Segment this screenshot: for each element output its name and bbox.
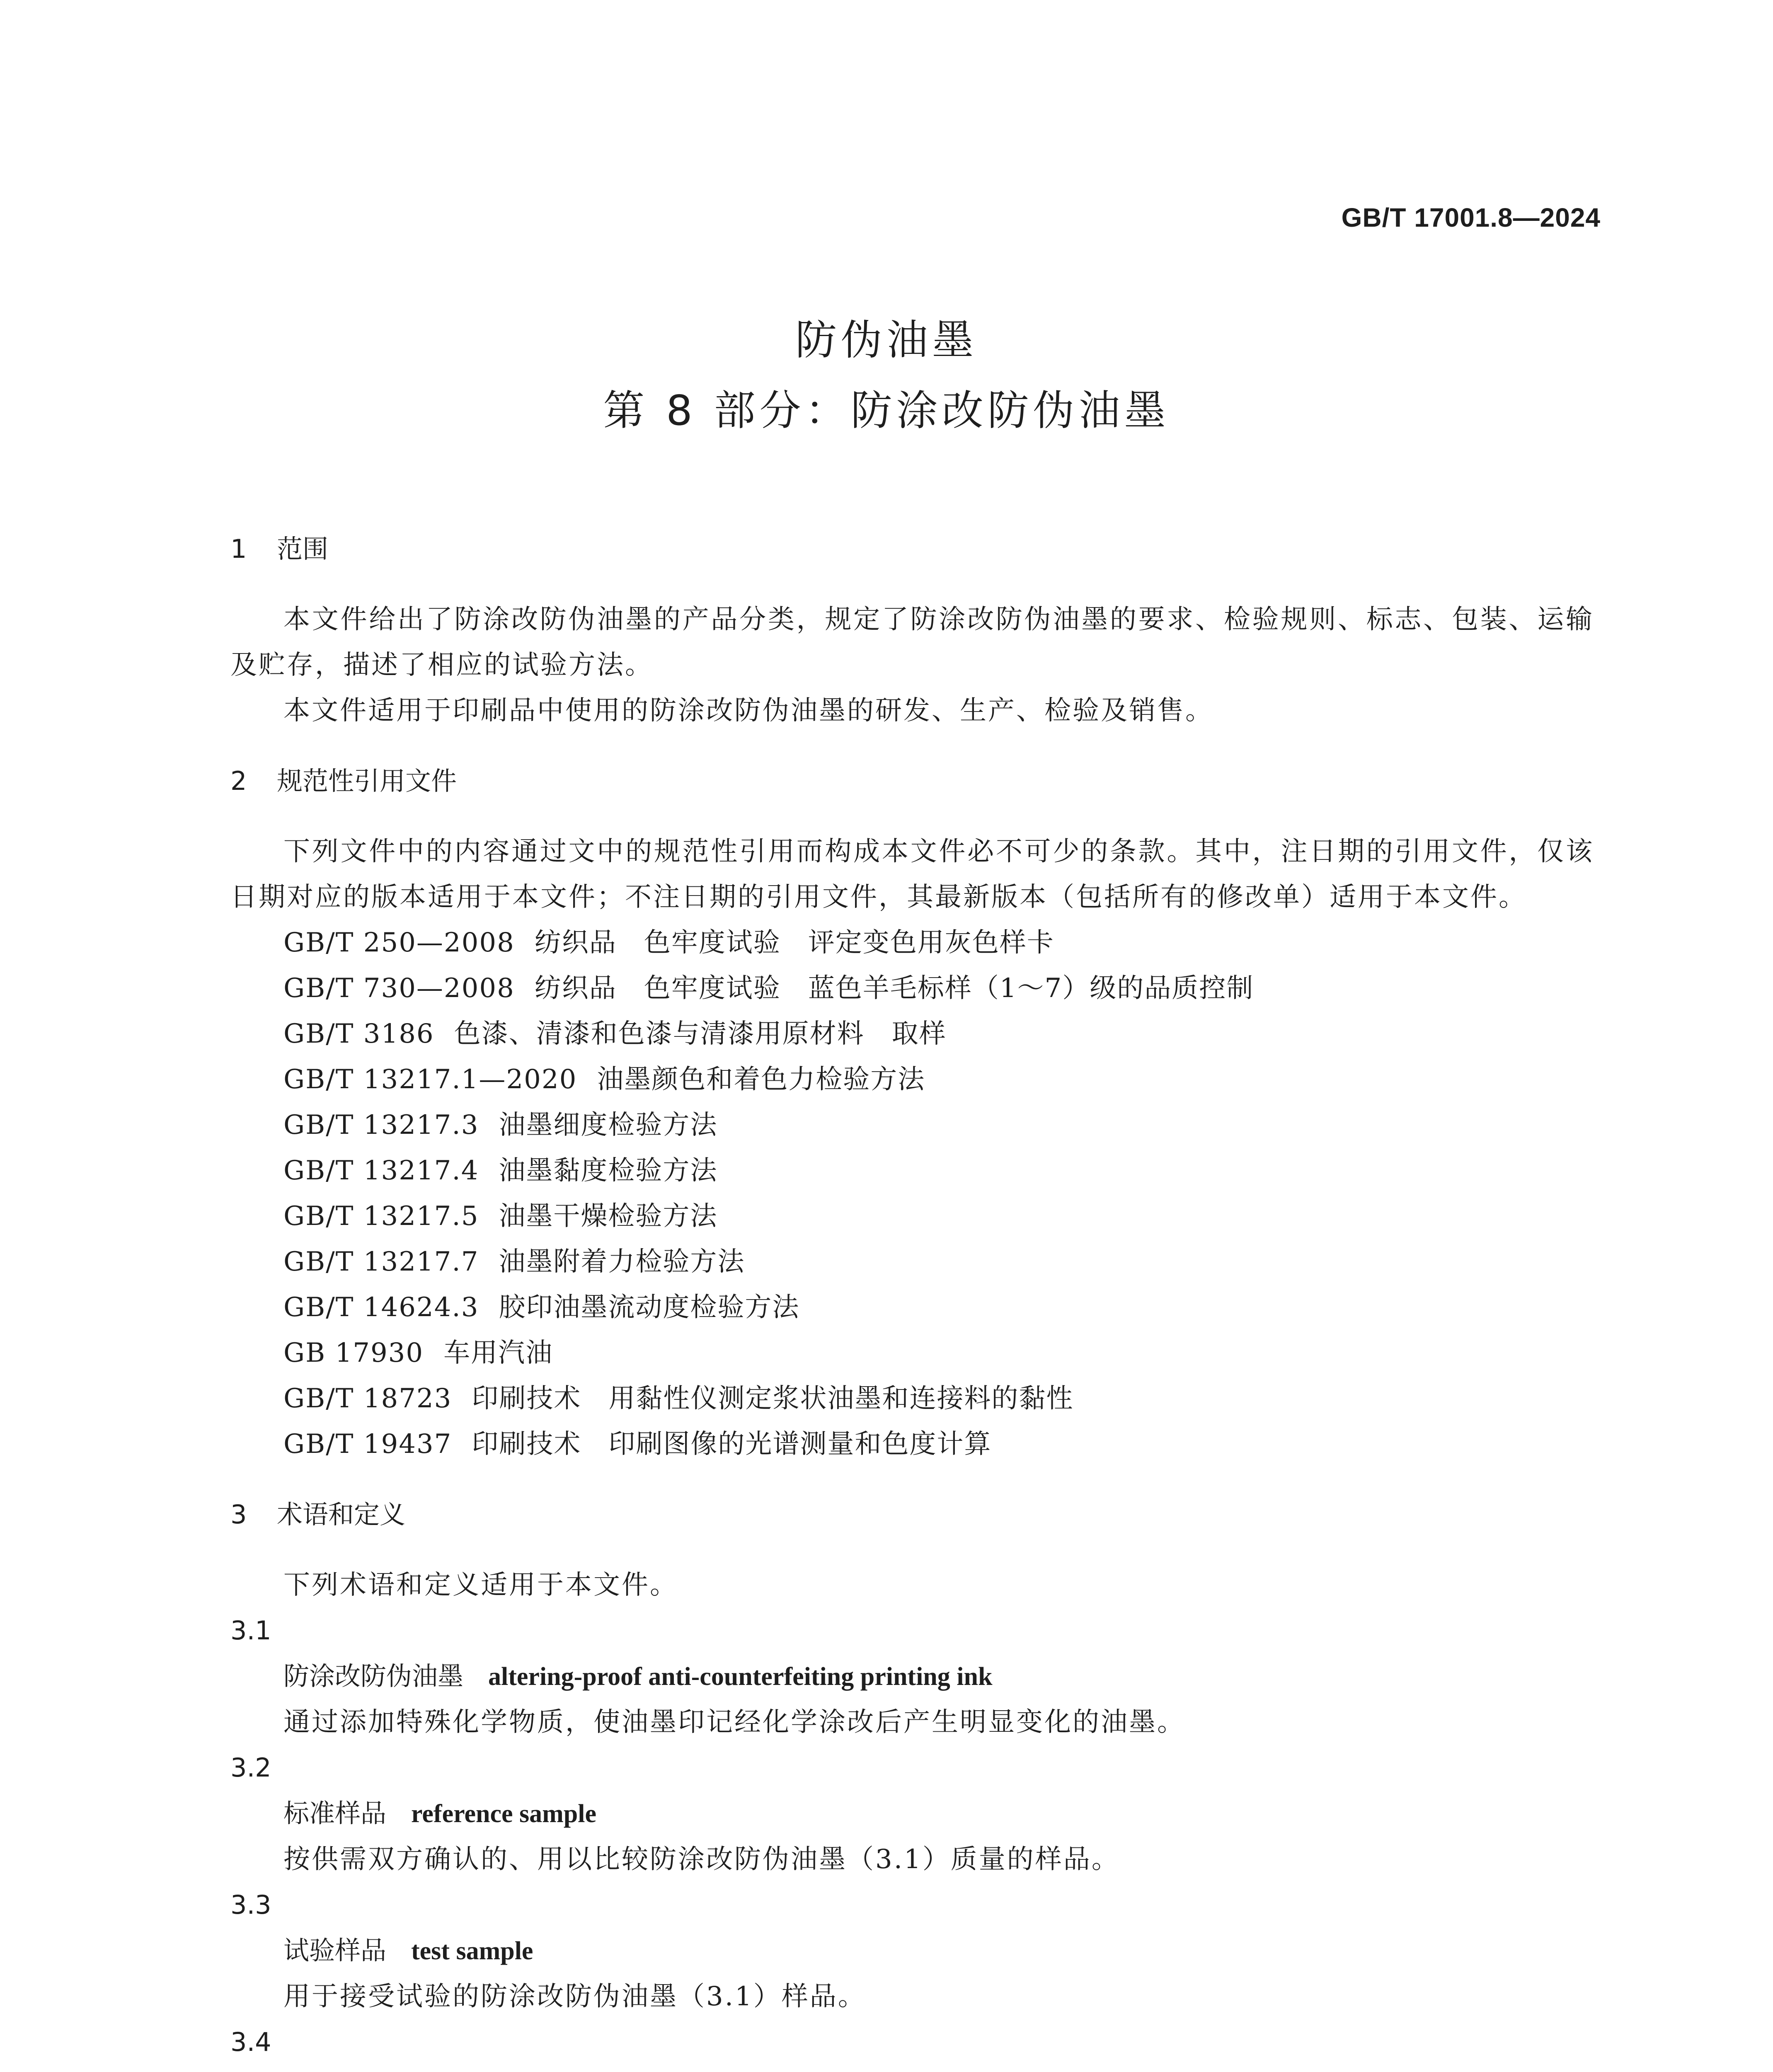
- document-body: [230, 526, 1594, 2072]
- reference-item: [230, 1011, 1594, 1057]
- term-name: [230, 1791, 1594, 1837]
- reference-item: [230, 966, 1594, 1011]
- section-3-heading: [230, 1492, 1594, 1537]
- reference-title: 油墨附着力检验方法: [499, 1247, 745, 1277]
- reference-code: GB/T 13217.7: [283, 1247, 479, 1277]
- term-name: [230, 2065, 1594, 2072]
- term-number: 3.2: [230, 1752, 271, 1783]
- paragraph: 本文件给出了防涂改防伪油墨的产品分类，规定了防涂改防伪油墨的要求、检验规则、标志、包装、运输及贮存，描述了相应的试验方法。: [230, 604, 1594, 680]
- reference-code: GB/T 730—2008: [283, 973, 515, 1004]
- term-definition: 通过添加特殊化学物质，使油墨印记经化学涂改后产生明显变化的油墨。: [283, 1707, 1185, 1738]
- term-name: [230, 1928, 1594, 1974]
- reference-item: [230, 1102, 1594, 1148]
- paragraph: 下列文件中的内容通过文中的规范性引用而构成本文件必不可少的条款。其中，注日期的引用文件，仅该日期对应的版本适用于本文件；不注日期的引用文件，其最新版本（包括所有的修改单）适用于本文件。: [230, 836, 1594, 913]
- term-name-zh: 标准样品: [283, 1798, 387, 1828]
- term-number: 3.1: [230, 1615, 271, 1646]
- term-entry: [230, 2019, 1594, 2072]
- reference-code: GB 17930: [283, 1338, 424, 1368]
- section-1-heading: [230, 526, 1594, 572]
- reference-title: 油墨细度检验方法: [499, 1110, 718, 1140]
- standard-code: GB/T 17001.8—2024: [1341, 203, 1601, 232]
- paragraph: 下列术语和定义适用于本文件。: [283, 1570, 678, 1600]
- document-title: 防伪油墨: [795, 316, 978, 364]
- term-entry: [230, 1745, 1594, 1882]
- term-definition: 用于接受试验的防涂改防伪油墨（3.1）样品。: [283, 1981, 866, 2012]
- reference-code: GB/T 13217.4: [283, 1155, 479, 1186]
- reference-title: 印刷技术 用黏性仪测定浆状油墨和连接料的黏性: [472, 1383, 1074, 1414]
- term-name-en: reference sample: [411, 1800, 597, 1828]
- term-entry: [230, 1882, 1594, 2019]
- reference-code: GB/T 14624.3: [283, 1292, 479, 1323]
- reference-code: GB/T 3186: [283, 1019, 434, 1049]
- reference-code: GB/T 13217.1—2020: [283, 1064, 577, 1095]
- reference-item: [230, 1148, 1594, 1193]
- reference-item: [230, 1057, 1594, 1102]
- section-number: 1: [230, 534, 247, 564]
- section-number: 2: [230, 766, 247, 796]
- section-title: 术语和定义: [277, 1499, 406, 1530]
- reference-title: 色漆、清漆和色漆与清漆用原材料 取样: [454, 1019, 947, 1049]
- reference-code: GB/T 13217.3: [283, 1110, 479, 1140]
- document-subtitle: 第 8 部分：防涂改防伪油墨: [603, 386, 1170, 435]
- term-number: 3.4: [230, 2027, 271, 2057]
- reference-list: [230, 920, 1594, 1467]
- paragraph: 本文件适用于印刷品中使用的防涂改防伪油墨的研发、生产、检验及销售。: [283, 695, 1213, 726]
- term-name-en: altering-proof anti-counterfeiting printing ink: [488, 1663, 993, 1691]
- reference-title: 车用汽油: [443, 1338, 553, 1368]
- reference-item: [230, 1421, 1594, 1467]
- reference-title: 纺织品 色牢度试验 评定变色用灰色样卡: [534, 927, 1054, 958]
- section-2-heading: [230, 758, 1594, 804]
- section-title: 范围: [277, 534, 329, 564]
- term-name-en: test sample: [411, 1937, 533, 1965]
- reference-item: [230, 1376, 1594, 1421]
- reference-title: 油墨干燥检验方法: [499, 1201, 718, 1232]
- reference-title: 油墨颜色和着色力检验方法: [597, 1064, 925, 1095]
- term-name: [230, 1653, 1594, 1699]
- reference-item: [230, 920, 1594, 966]
- reference-item: [230, 1239, 1594, 1285]
- reference-title: 胶印油墨流动度检验方法: [499, 1292, 800, 1323]
- reference-code: GB/T 13217.5: [283, 1201, 479, 1232]
- term-number: 3.3: [230, 1890, 271, 1920]
- term-definition: 按供需双方确认的、用以比较防涂改防伪油墨（3.1）质量的样品。: [283, 1844, 1120, 1875]
- reference-item: [230, 1330, 1594, 1376]
- reference-title: 油墨黏度检验方法: [499, 1155, 718, 1186]
- term-entry: [230, 1608, 1594, 1745]
- reference-code: GB/T 250—2008: [283, 927, 515, 958]
- reference-item: [230, 1285, 1594, 1330]
- reference-title: 纺织品 色牢度试验 蓝色羊毛标样（1～7）级的品质控制: [534, 973, 1254, 1004]
- section-title: 规范性引用文件: [277, 766, 457, 796]
- term-name-zh: 试验样品: [283, 1935, 387, 1965]
- reference-title: 印刷技术 印刷图像的光谱测量和色度计算: [472, 1429, 992, 1460]
- term-name-zh: 防涂改防伪油墨: [283, 1661, 464, 1691]
- reference-item: [230, 1193, 1594, 1239]
- section-number: 3: [230, 1499, 247, 1530]
- reference-code: GB/T 19437: [283, 1429, 452, 1460]
- reference-code: GB/T 18723: [283, 1383, 452, 1414]
